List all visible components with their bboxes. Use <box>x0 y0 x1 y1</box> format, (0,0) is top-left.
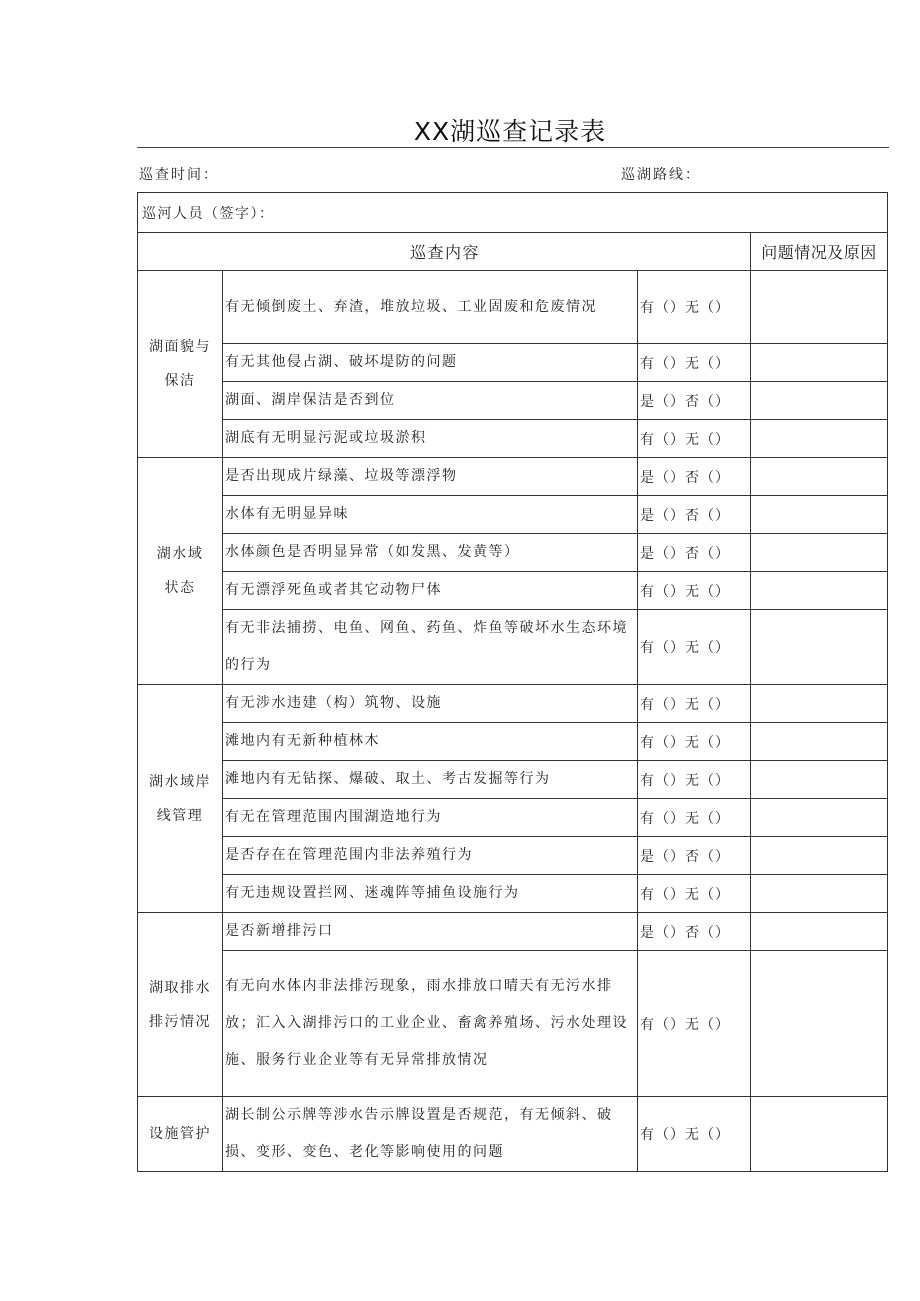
table-row <box>138 875 888 913</box>
item-text: 有无倾倒废土、弃渣，堆放垃圾、工业固废和危废情况 <box>223 271 638 344</box>
item-text: 是否新增排污口 <box>223 913 638 951</box>
choice-cell[interactable]: 有（）无（） <box>638 420 751 458</box>
problem-cell[interactable] <box>751 875 888 913</box>
problem-cell[interactable] <box>751 761 888 799</box>
inspection-time-label: 巡查时间： <box>139 167 219 183</box>
item-text: 水体有无明显异味 <box>223 496 638 534</box>
choice-cell[interactable]: 是（）否（） <box>638 837 751 875</box>
table-row <box>138 685 888 723</box>
problem-cell[interactable] <box>751 799 888 837</box>
table-row <box>138 496 888 534</box>
choice-cell[interactable]: 有（）无（） <box>638 1097 751 1172</box>
item-text: 有无漂浮死鱼或者其它动物尸体 <box>223 572 638 610</box>
choice-cell[interactable]: 有（）无（） <box>638 875 751 913</box>
item-text: 滩地内有无新种植林木 <box>223 723 638 761</box>
choice-cell[interactable]: 是（）否（） <box>638 496 751 534</box>
item-text: 是否存在在管理范围内非法养殖行为 <box>223 837 638 875</box>
problem-cell[interactable] <box>751 951 888 1097</box>
choice-cell[interactable]: 是（）否（） <box>638 534 751 572</box>
table-row <box>138 761 888 799</box>
problem-cell[interactable] <box>751 913 888 951</box>
choice-cell[interactable]: 有（）无（） <box>638 799 751 837</box>
problem-cell[interactable] <box>751 1097 888 1172</box>
table-row <box>138 799 888 837</box>
table-row <box>138 534 888 572</box>
item-text: 湖面、湖岸保洁是否到位 <box>223 382 638 420</box>
table-row <box>138 420 888 458</box>
item-text: 有无其他侵占湖、破坏堤防的问题 <box>223 344 638 382</box>
choice-cell[interactable]: 有（）无（） <box>638 344 751 382</box>
item-text: 有无在管理范围内围湖造地行为 <box>223 799 638 837</box>
choice-cell[interactable]: 是（）否（） <box>638 382 751 420</box>
item-text: 有无涉水违建（构）筑物、设施 <box>223 685 638 723</box>
item-text: 水体颜色是否明显异常（如发黑、发黄等） <box>223 534 638 572</box>
choice-cell[interactable]: 有（）无（） <box>638 723 751 761</box>
table-row <box>138 271 888 344</box>
item-text: 有无违规设置拦网、迷魂阵等捕鱼设施行为 <box>223 875 638 913</box>
choice-cell[interactable]: 有（）无（） <box>638 951 751 1097</box>
problem-cell[interactable] <box>751 382 888 420</box>
inspection-table <box>137 192 888 1172</box>
problem-cell[interactable] <box>751 420 888 458</box>
title-divider <box>137 147 889 148</box>
problem-cell[interactable] <box>751 610 888 685</box>
problem-cell[interactable] <box>751 458 888 496</box>
page-title: XX湖巡查记录表 <box>413 117 607 146</box>
problem-cell[interactable] <box>751 344 888 382</box>
problem-cell[interactable] <box>751 723 888 761</box>
category-cell: 湖面貌与保洁 <box>138 271 223 458</box>
item-text: 有无非法捕捞、电鱼、网鱼、药鱼、炸鱼等破坏水生态环境的行为 <box>223 610 638 685</box>
item-text: 湖底有无明显污泥或垃圾淤积 <box>223 420 638 458</box>
category-cell: 湖水域状态 <box>138 458 223 685</box>
inspector-signature-field[interactable]: 巡河人员（签字）： <box>138 193 888 233</box>
choice-cell[interactable]: 有（）无（） <box>638 685 751 723</box>
item-text: 有无向水体内非法排污现象，雨水排放口晴天有无污水排放；汇入入湖排污口的工业企业、畜禽养殖场、污水处理设施、服务行业企业等有无异常排放情况 <box>223 951 638 1097</box>
item-text: 是否出现成片绿藻、垃圾等漂浮物 <box>223 458 638 496</box>
table-row <box>138 913 888 951</box>
problem-cell[interactable] <box>751 837 888 875</box>
item-text: 湖长制公示牌等涉水告示牌设置是否规范，有无倾斜、破损、变形、变色、老化等影响使用的问题 <box>223 1097 638 1172</box>
category-cell: 湖取排水排污情况 <box>138 913 223 1097</box>
table-row <box>138 610 888 685</box>
problem-cell[interactable] <box>751 685 888 723</box>
inspection-route-label: 巡湖路线： <box>621 167 701 183</box>
choice-cell[interactable]: 有（）无（） <box>638 761 751 799</box>
choice-cell[interactable]: 有（）无（） <box>638 610 751 685</box>
item-text: 滩地内有无钻探、爆破、取土、考古发掘等行为 <box>223 761 638 799</box>
category-cell: 设施管护 <box>138 1097 223 1172</box>
table-row <box>138 951 888 1097</box>
choice-cell[interactable]: 是（）否（） <box>638 913 751 951</box>
choice-cell[interactable]: 有（）无（） <box>638 271 751 344</box>
choice-cell[interactable]: 是（）否（） <box>638 458 751 496</box>
choice-cell[interactable]: 有（）无（） <box>638 572 751 610</box>
problem-cell[interactable] <box>751 572 888 610</box>
table-row <box>138 572 888 610</box>
table-row <box>138 382 888 420</box>
problem-cell[interactable] <box>751 534 888 572</box>
table-row <box>138 723 888 761</box>
table-row <box>138 1097 888 1172</box>
problem-cell[interactable] <box>751 496 888 534</box>
table-row <box>138 458 888 496</box>
header-content: 巡查内容 <box>138 233 751 271</box>
table-row <box>138 837 888 875</box>
header-problem: 问题情况及原因 <box>751 233 888 271</box>
problem-cell[interactable] <box>751 271 888 344</box>
category-cell: 湖水域岸线管理 <box>138 685 223 913</box>
table-row <box>138 344 888 382</box>
